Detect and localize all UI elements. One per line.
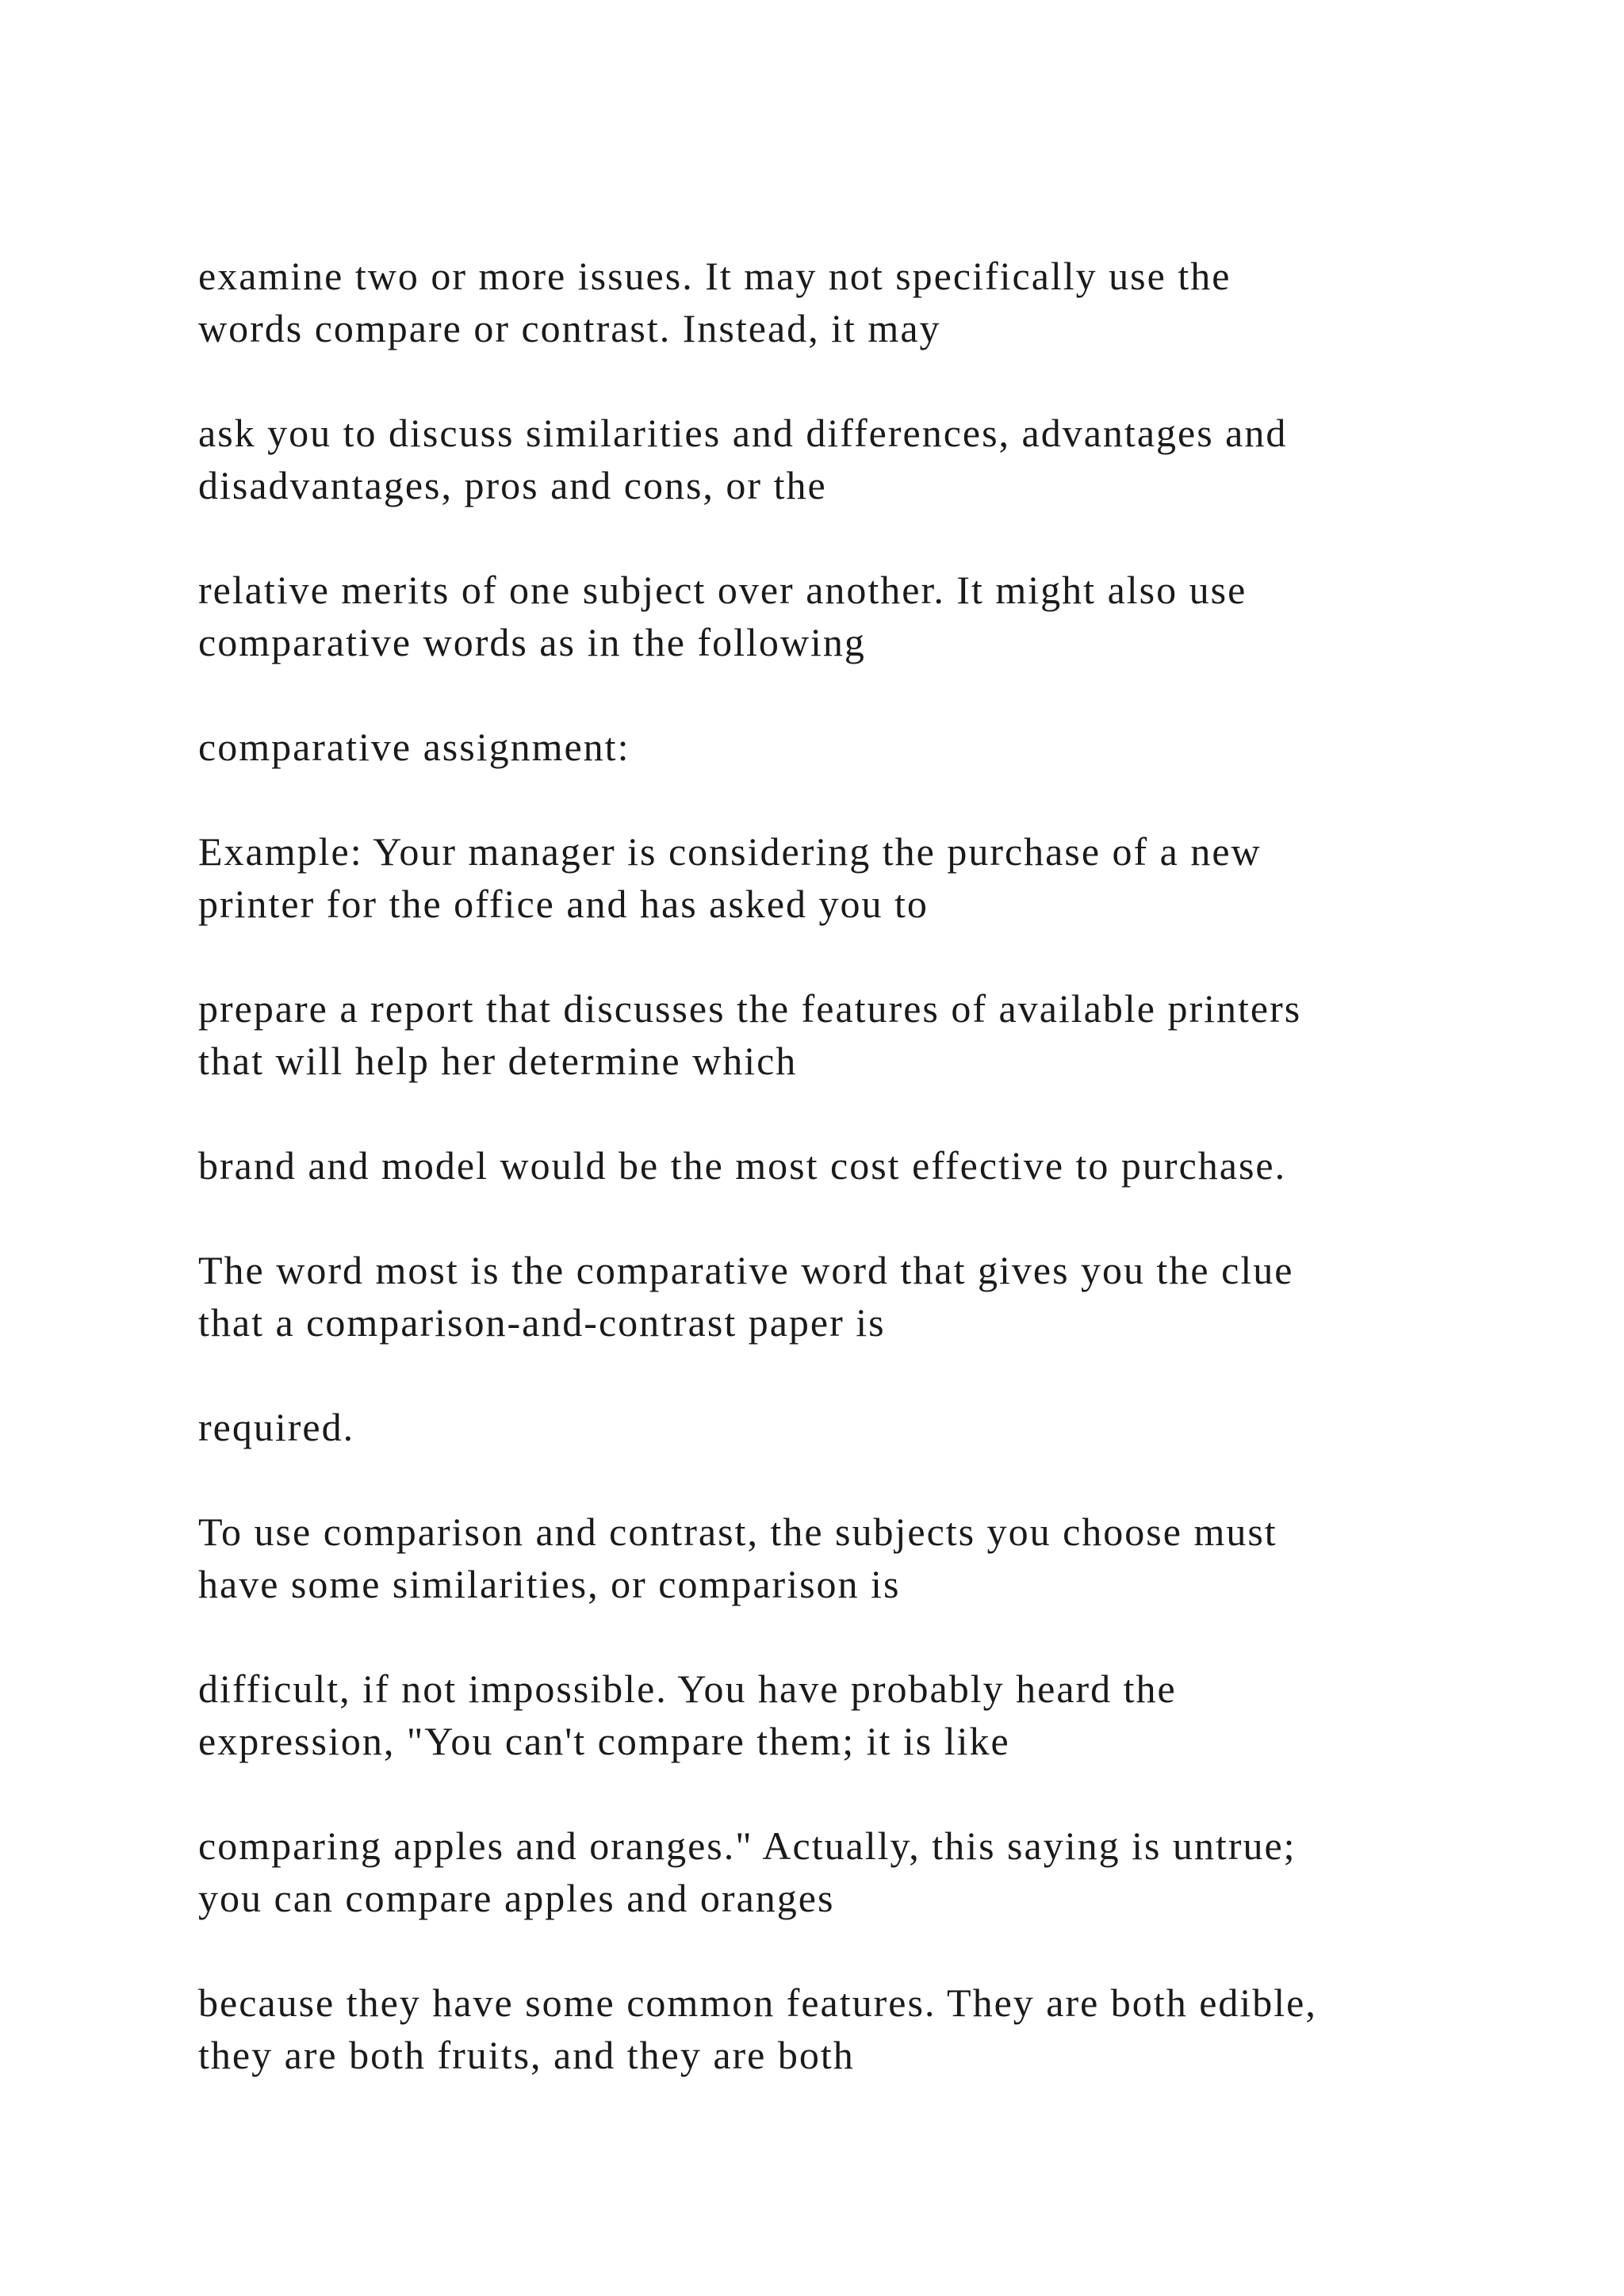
paragraph (198, 407, 1546, 511)
paragraph (198, 1820, 1546, 1924)
text-line: brand and model would be the most cost effective to purchase. (198, 1143, 1287, 1188)
text-line: relative merits of one subject over another. It might also use (198, 568, 1247, 612)
text-line: that a comparison-and-contrast paper is (198, 1300, 886, 1345)
text-line: ask you to discuss similarities and differences, advantages and (198, 411, 1288, 455)
paragraph (198, 1139, 1546, 1192)
text-line: expression, "You can't compare them; it is like (198, 1719, 1010, 1763)
text-line: they are both fruits, and they are both (198, 2033, 855, 2077)
text-line: have some similarities, or comparison is (198, 1562, 901, 1606)
text-line: The word most is the comparative word that gives you the clue (198, 1248, 1294, 1292)
text-line: because they have some common features. They are both edible, (198, 1980, 1317, 2025)
paragraph (198, 721, 1546, 773)
paragraph (198, 982, 1546, 1087)
text-line: words compare or contrast. Instead, it may (198, 306, 941, 350)
text-line: required. (198, 1405, 355, 1449)
text-line: disadvantages, pros and cons, or the (198, 463, 827, 507)
text-line: To use comparison and contrast, the subjects you choose must (198, 1510, 1277, 1554)
paragraph (198, 1976, 1546, 2081)
text-line: printer for the office and has asked you to (198, 882, 929, 926)
text-line: prepare a report that discusses the features of available printers (198, 986, 1302, 1031)
paragraph (198, 1663, 1546, 1767)
paragraph (198, 1506, 1546, 1610)
document-body (198, 250, 1546, 2133)
paragraph (198, 250, 1546, 354)
paragraph (198, 825, 1546, 930)
text-line: comparing apples and oranges." Actually, this saying is untrue; (198, 1823, 1297, 1868)
text-line: that will help her determine which (198, 1039, 798, 1083)
text-line: difficult, if not impossible. You have probably heard the (198, 1667, 1177, 1711)
text-line: comparative words as in the following (198, 620, 866, 664)
text-line: Example: Your manager is considering the purchase of a new (198, 829, 1262, 874)
text-line: you can compare apples and oranges (198, 1876, 835, 1920)
text-line: comparative assignment: (198, 725, 630, 769)
paragraph (198, 1401, 1546, 1453)
text-line: examine two or more issues. It may not specifically use the (198, 254, 1231, 298)
paragraph (198, 1244, 1546, 1349)
paragraph (198, 564, 1546, 668)
